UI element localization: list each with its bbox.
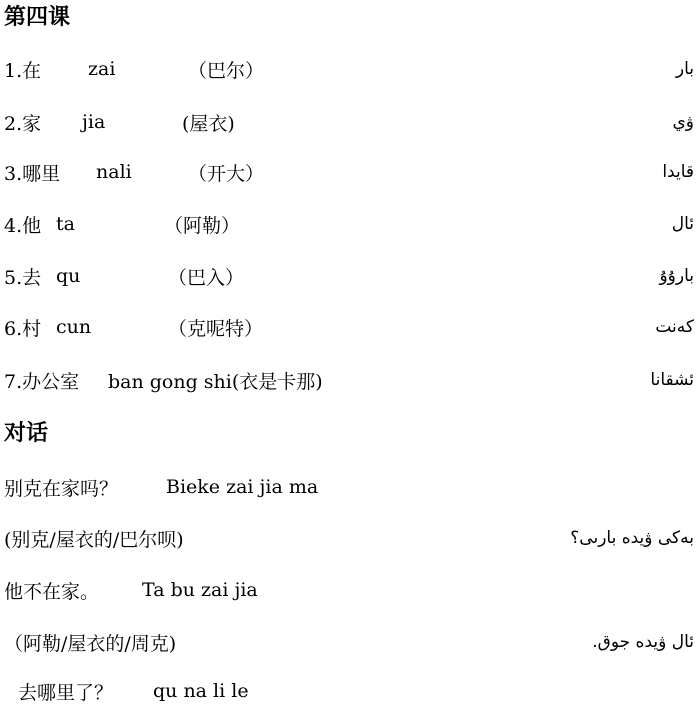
vocab-gloss: （巴尔） bbox=[188, 59, 265, 82]
dialogue-line-3 bbox=[4, 575, 694, 605]
vocab-uyghur: ئشقانا bbox=[650, 370, 694, 390]
vocab-gloss: （阿勒） bbox=[164, 214, 241, 237]
vocab-gloss: （巴入） bbox=[168, 266, 245, 289]
dialogue-title: 对话 bbox=[4, 421, 49, 446]
vocab-gloss: （克呢特） bbox=[168, 317, 264, 340]
dialogue-line-5 bbox=[18, 676, 694, 706]
dialogue-uyghur: بەكى ۋيدە بارىى؟ bbox=[570, 528, 694, 548]
vocab-pinyin: cun bbox=[56, 316, 92, 338]
vocab-pinyin: ban gong shi(衣是卡那) bbox=[108, 370, 323, 393]
vocab-uyghur: ئال bbox=[671, 214, 694, 234]
dialogue-line-2 bbox=[4, 523, 694, 553]
vocab-chinese: 5.去 bbox=[4, 266, 42, 289]
dialogue-pinyin: Bieke zai jia ma bbox=[166, 476, 319, 498]
vocab-item-5 bbox=[4, 261, 694, 291]
vocab-item-2 bbox=[4, 107, 694, 137]
dialogue-chinese: 别克在家吗？ bbox=[4, 477, 119, 500]
dialogue-uyghur: ئال ۋيدە جوق. bbox=[592, 632, 694, 652]
vocab-chinese: 1.在 bbox=[4, 59, 42, 82]
vocab-pinyin: zai bbox=[88, 58, 116, 80]
vocab-item-6 bbox=[4, 312, 694, 342]
vocab-item-4 bbox=[4, 209, 694, 239]
vocab-pinyin: nali bbox=[96, 161, 132, 183]
vocab-uyghur: بارۇۇ bbox=[659, 266, 694, 286]
vocab-chinese: 3.哪里 bbox=[4, 162, 61, 185]
vocab-pinyin: qu bbox=[56, 265, 81, 287]
vocab-chinese: 6.村 bbox=[4, 317, 42, 340]
vocab-pinyin: ta bbox=[56, 213, 75, 235]
dialogue-chinese: （阿勒/屋衣的/周克) bbox=[4, 632, 177, 655]
vocab-chinese: 2.家 bbox=[4, 112, 42, 135]
vocab-pinyin: jia bbox=[82, 111, 106, 133]
vocab-uyghur: كەنت bbox=[655, 317, 694, 337]
dialogue-chinese: 他不在家。 bbox=[4, 580, 100, 603]
vocab-uyghur: بار bbox=[675, 59, 694, 79]
vocab-item-1 bbox=[4, 54, 694, 84]
vocab-uyghur: قايدا bbox=[662, 162, 694, 182]
vocab-item-7 bbox=[4, 365, 694, 395]
vocab-gloss: （开大） bbox=[188, 162, 265, 185]
vocab-chinese: 7.办公室 bbox=[4, 370, 80, 393]
dialogue-line-4 bbox=[4, 627, 694, 657]
lesson-title: 第四课 bbox=[4, 5, 71, 30]
dialogue-line-1 bbox=[4, 472, 694, 502]
dialogue-chinese: (别克/屋衣的/巴尔呗) bbox=[4, 528, 184, 551]
vocab-uyghur: ۋي bbox=[672, 112, 694, 132]
vocab-item-3 bbox=[4, 157, 694, 187]
dialogue-chinese: 去哪里了？ bbox=[18, 681, 114, 704]
vocab-gloss: (屋衣) bbox=[182, 112, 235, 135]
dialogue-pinyin: qu na li le bbox=[153, 680, 249, 702]
vocab-chinese: 4.他 bbox=[4, 214, 42, 237]
dialogue-pinyin: Ta bu zai jia bbox=[142, 579, 258, 601]
